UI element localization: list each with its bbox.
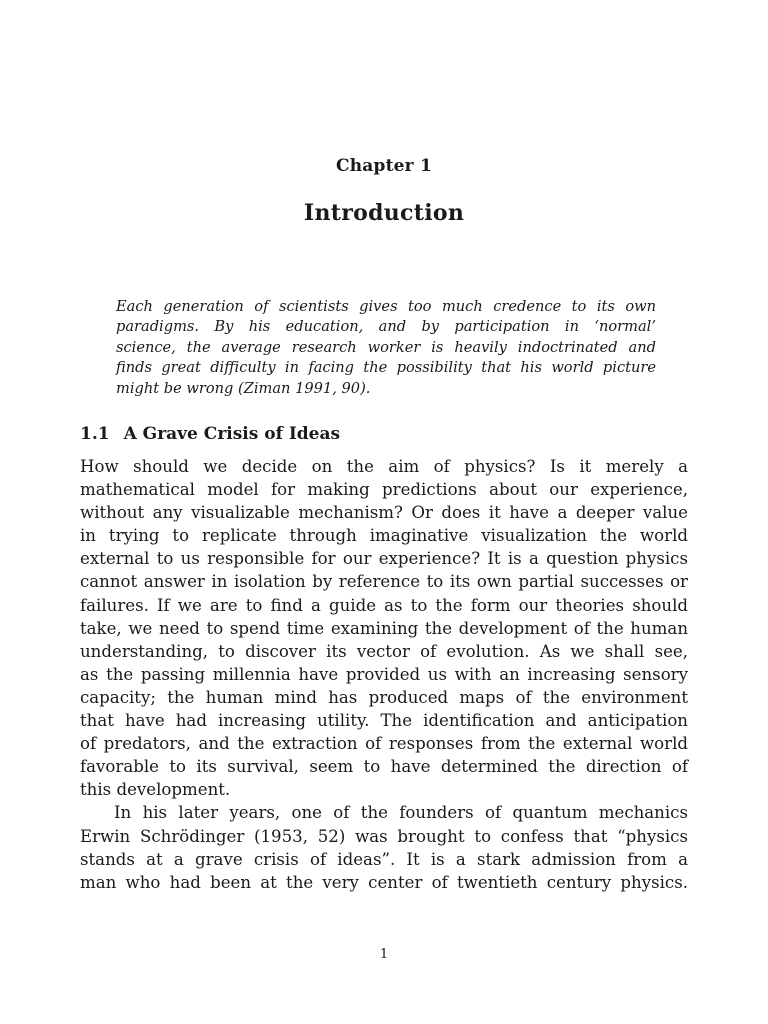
paragraph-line: of predators, and the extraction of responses from the external world <box>80 734 688 754</box>
paragraph-line: this development. <box>80 780 231 800</box>
paragraph-line: In his later years, one of the founders of quantum mechanics <box>114 803 688 823</box>
paragraph-line: Erwin Schrödinger (1953, 52) was brought to confess that “physics <box>80 826 688 846</box>
paragraph-line: failures. If we are to find a guide as to the form our theories should <box>80 595 688 615</box>
epigraph-line: science, the average research worker is heavily indoctrinated and <box>116 338 656 356</box>
paragraph-line: capacity; the human mind has produced maps of the environment <box>80 687 688 707</box>
epigraph-line: finds great difficulty in facing the possibility that his world picture <box>116 359 656 377</box>
section-title: A Grave Crisis of Ideas <box>123 424 341 444</box>
chapter-title: Introduction <box>303 200 465 226</box>
paragraph-line: cannot answer in isolation by reference to its own partial successes or <box>80 572 688 592</box>
paragraph-line: favorable to its survival, seem to have determined the direction of <box>80 757 688 777</box>
paragraph-line: How should we decide on the aim of physics? Is it merely a <box>80 457 688 476</box>
paragraph-line: man who had been at the very center of twentieth century physics. <box>80 872 688 892</box>
chapter-label: Chapter 1 <box>336 156 432 176</box>
paragraph-line: external to us responsible for our experience? It is a question physics <box>80 549 688 569</box>
paragraph-line: mathematical model for making predictions about our experience, <box>80 480 688 500</box>
paragraph-line: take, we need to spend time examining the development of the human <box>80 618 688 638</box>
paragraph-line: understanding, to discover its vector of evolution. As we shall see, <box>80 641 688 661</box>
paragraph-line: as the passing millennia have provided us with an increasing sensory <box>80 664 688 684</box>
paragraph-line: in trying to replicate through imaginative visualization the world <box>80 526 688 546</box>
paragraph-line: that have had increasing utility. The identification and anticipation <box>80 711 688 731</box>
body-text <box>80 455 688 894</box>
epigraph <box>116 297 656 399</box>
paragraph-line: stands at a grave crisis of ideas”. It is a stark admission from a <box>80 849 688 869</box>
epigraph-line: Each generation of scientists gives too much credence to its own <box>116 298 656 315</box>
epigraph-line: might be wrong (Ziman 1991, 90). <box>116 379 371 397</box>
section-number: 1.1 <box>80 424 110 444</box>
paragraph-line: without any visualizable mechanism? Or does it have a deeper value <box>80 503 688 523</box>
epigraph-line: paradigms. By his education, and by participation in ‘normal’ <box>116 318 656 336</box>
section-heading <box>80 424 688 444</box>
page-number: 1 <box>379 947 389 962</box>
